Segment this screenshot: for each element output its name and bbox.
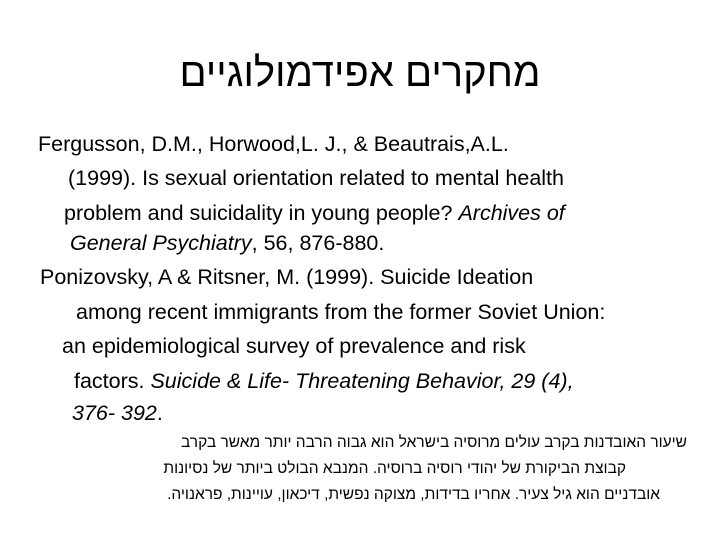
reference-2-line-5: 376- 392. xyxy=(72,401,163,425)
reference-1-line-1: Fergusson, D.M., Horwood,L. J., & Beautrais,A.L. xyxy=(38,132,509,156)
hebrew-note-line-3: אובדניים הוא גיל צעיר. אחריו בדידות, מצוקה נפשית, דיכאון, עויינות, פראנויה. xyxy=(167,486,660,503)
hebrew-note-line-2: קבוצת הביקורת של יהודי רוסיה ברוסיה. המנבא הבולט ביותר של נסיונות xyxy=(163,460,626,477)
slide-title: מחקרים אפידמולוגיים xyxy=(179,51,541,95)
reference-1-line-2: (1999). Is sexual orientation related to mental health xyxy=(68,166,564,190)
reference-1-line-4: General Psychiatry, 56, 876-880. xyxy=(70,231,385,255)
journal-name-italic: Suicide & Life- Threatening Behavior, 29 (4), xyxy=(150,369,574,393)
reference-2-line-4: factors. Suicide & Life- Threatening Behavior, 29 (4), xyxy=(74,369,574,393)
reference-2-line-3: an epidemiological survey of prevalence and risk xyxy=(62,334,526,358)
journal-name-italic: Archives of xyxy=(458,201,565,225)
reference-2-line-2: among recent immigrants from the former Soviet Union: xyxy=(76,300,606,324)
journal-name-italic: General Psychiatry xyxy=(70,231,252,255)
reference-2-line-1: Ponizovsky, A & Ritsner, M. (1999). Suicide Ideation xyxy=(40,265,534,289)
hebrew-note-line-1: שיעור האובדנות בקרב עולים מרוסיה בישראל הוא גבוה הרבה יותר מאשר בקרב xyxy=(180,434,687,451)
reference-1-line-3: problem and suicidality in young people? Archives of xyxy=(64,201,565,225)
journal-pages-italic: 376- 392 xyxy=(72,401,157,425)
